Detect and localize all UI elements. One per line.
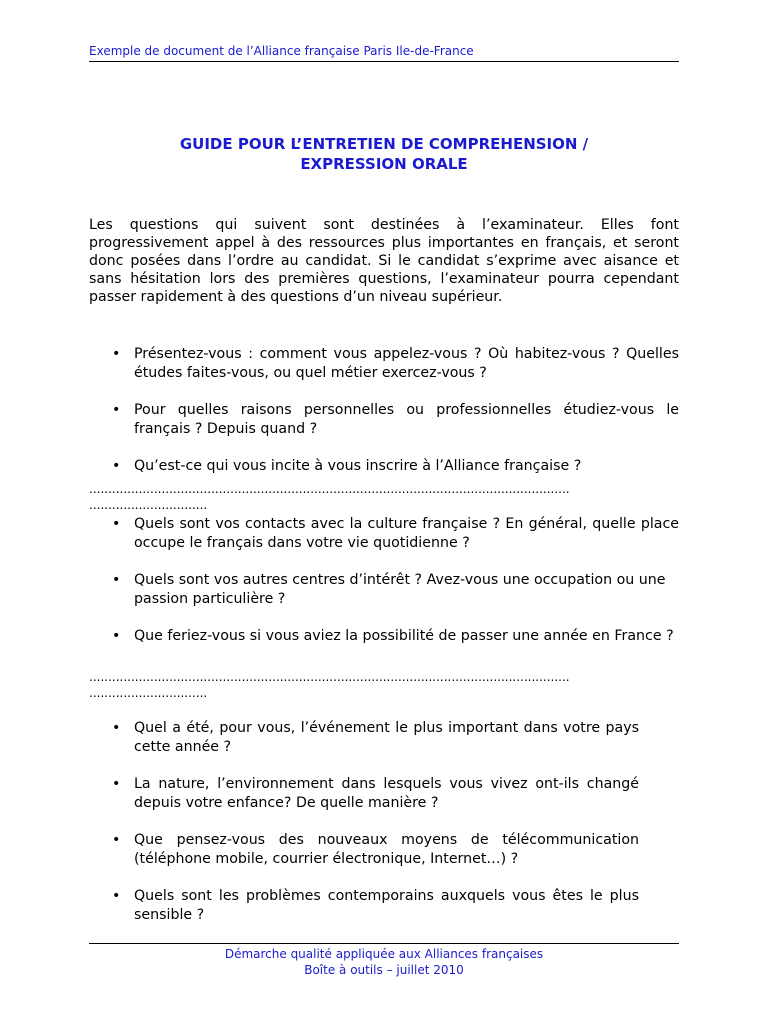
list-item [89,515,679,553]
question-text: Quels sont vos autres centres d’intérêt ? Avez-vous une occupation ou une passion particulière ? [134,572,666,607]
dotted-line-1: .............................................................................................................................. [89,670,570,684]
question-list-2 [89,515,679,664]
bullet-icon: • [112,832,121,848]
question-text: Qu’est-ce qui vous incite à vous inscrire à l’Alliance française ? [134,458,582,474]
document-footer [89,946,679,978]
footer-line-1: Démarche qualité appliquée aux Alliances françaises [224,947,544,961]
dotted-separator [89,481,679,513]
question-text: Quels sont les problèmes contemporains auxquels vous êtes le plus sensible ? [134,888,639,923]
question-text: Quels sont vos contacts avec la culture française ? En général, quelle place occupe le français dans votre vie quotidienne ? [134,516,679,551]
bullet-icon: • [112,776,121,792]
question-list-3 [89,719,639,943]
question-text: Que feriez-vous si vous aviez la possibilité de passer une année en France ? [134,628,674,644]
question-list-1 [89,345,679,494]
bullet-icon: • [112,346,121,362]
dotted-separator [89,669,679,701]
question-text: Pour quelles raisons personnelles ou professionnelles étudiez-vous le français ? Depuis quand ? [134,402,679,437]
title-line-1: GUIDE POUR L’ENTRETIEN DE COMPREHENSION / [179,135,589,153]
bullet-icon: • [112,516,121,532]
list-item [89,401,679,439]
bullet-icon: • [112,888,121,904]
question-text: Que pensez-vous des nouveaux moyens de télécommunication (téléphone mobile, courrier électronique, Internet…) ? [134,832,639,867]
dotted-line-2: ............................... [89,686,208,700]
question-text: Présentez-vous : comment vous appelez-vous ? Où habitez-vous ? Quelles études faites-vous, ou quel métier exercez-vous ? [134,346,679,381]
intro-paragraph: Les questions qui suivent sont destinées à l’examinateur. Elles font progressivement appel à des ressources plus importantes en français, et seront donc posées dans l’ordre au candidat. Si le candidat s’exprime avec aisance et sans hésitation lors des premières questions, l’examinateur pourra cependant passer rapidement à des questions d’un niveau supérieur. [89,217,679,305]
list-item [89,831,639,869]
footer-line-2: Boîte à outils – juillet 2010 [304,963,464,977]
document-header [89,44,679,62]
list-item [89,627,679,646]
document-title [89,134,679,174]
list-item [89,887,639,925]
dotted-line-2: ............................... [89,498,208,512]
bullet-icon: • [112,628,121,644]
footer-divider [89,943,679,944]
list-item [89,571,679,609]
question-text: Quel a été, pour vous, l’événement le plus important dans votre pays cette année ? [134,720,639,755]
bullet-icon: • [112,402,121,418]
title-line-2: EXPRESSION ORALE [300,155,468,173]
list-item [89,775,639,813]
bullet-icon: • [112,572,121,588]
bullet-icon: • [112,720,121,736]
question-text: La nature, l’environnement dans lesquels vous vivez ont-ils changé depuis votre enfance? De quelle manière ? [134,776,639,811]
header-text: Exemple de document de l’Alliance française Paris Ile-de-France [89,44,474,58]
list-item [89,719,639,757]
list-item [89,457,679,476]
list-item [89,345,679,383]
bullet-icon: • [112,458,121,474]
dotted-line-1: .............................................................................................................................. [89,482,570,496]
